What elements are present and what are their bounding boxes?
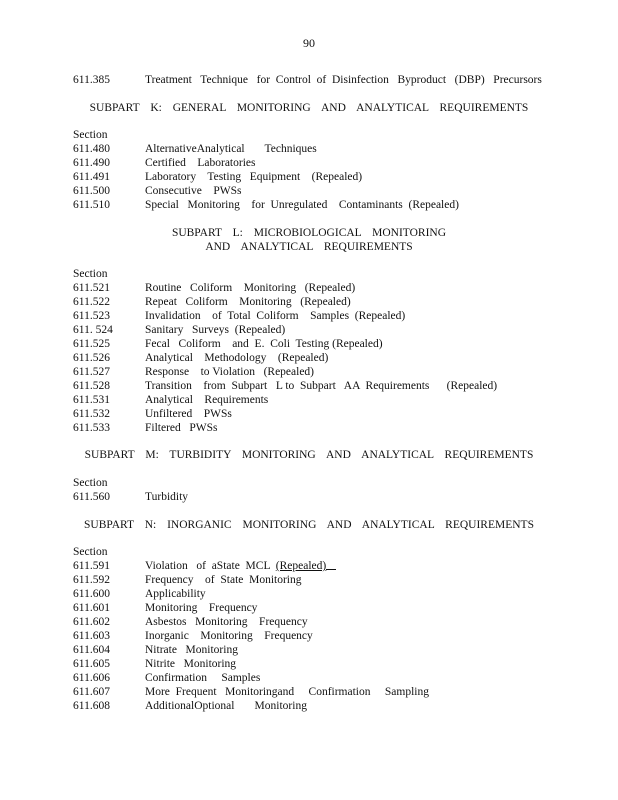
- section-number: 611. 524: [73, 324, 113, 336]
- underline-rule: [326, 559, 336, 570]
- toc-entry: [73, 365, 314, 379]
- section-title: Nitrate Monitoring: [145, 644, 238, 656]
- toc-entry: [73, 671, 260, 685]
- section-title: Certified Laboratories: [145, 157, 256, 169]
- section-title: Turbidity: [145, 491, 189, 503]
- toc-entry: [73, 170, 362, 184]
- subpart-l-heading-line1: SUBPART L: MICROBIOLOGICAL MONITORING: [171, 227, 447, 239]
- section-number: 611.527: [73, 366, 110, 378]
- toc-entry: [73, 601, 257, 615]
- section-label: Section: [73, 129, 108, 141]
- section-title: Invalidation of Total Coliform Samples (Repealed): [145, 310, 406, 322]
- section-number: 611.385: [73, 74, 110, 86]
- toc-entry: [73, 657, 236, 671]
- section-title: Violation of aState MCL (Repealed): [145, 559, 336, 573]
- section-title: Applicability: [145, 588, 206, 600]
- section-number: 611.491: [73, 171, 110, 183]
- toc-entry: [73, 573, 302, 587]
- toc-entry: [73, 629, 313, 643]
- section-number: 611.600: [73, 588, 110, 600]
- section-number: 611.521: [73, 282, 110, 294]
- section-title: Confirmation Samples: [145, 672, 261, 684]
- section-number: 611.608: [73, 700, 110, 712]
- section-label: Section: [73, 477, 108, 489]
- section-title: Response to Violation (Repealed): [145, 366, 315, 378]
- section-number: 611.532: [73, 408, 110, 420]
- toc-entry: [73, 587, 206, 601]
- subpart-n-heading: SUBPART N: INORGANIC MONITORING AND ANALYTICAL REQUIREMENTS: [84, 519, 534, 531]
- section-label: Section: [73, 546, 108, 558]
- section-title: Analytical Methodology (Repealed): [145, 352, 329, 364]
- section-number: 611.604: [73, 644, 110, 656]
- section-title: Analytical Requirements: [145, 394, 269, 406]
- section-title: AlternativeAnalytical Techniques: [145, 143, 317, 155]
- toc-entry: [73, 281, 355, 295]
- toc-entry: [73, 73, 542, 87]
- toc-entry: [73, 351, 328, 365]
- section-number: 611.500: [73, 185, 110, 197]
- section-title: Laboratory Testing Equipment (Repealed): [145, 171, 363, 183]
- section-title: Sanitary Surveys (Repealed): [145, 324, 286, 336]
- toc-entry: [73, 699, 307, 713]
- toc-entry: [73, 559, 336, 573]
- toc-entry: [73, 685, 429, 699]
- section-title: Filtered PWSs: [145, 422, 218, 434]
- section-title: More Frequent Monitoringand Confirmation Sampling: [145, 686, 429, 698]
- toc-entry: [73, 198, 459, 212]
- section-number: 611.522: [73, 296, 110, 308]
- toc-entry: [73, 490, 188, 504]
- section-number: 611.603: [73, 630, 110, 642]
- toc-entry: [73, 407, 232, 421]
- section-title: Frequency of State Monitoring: [145, 574, 302, 586]
- section-title: Special Monitoring for Unregulated Contaminants (Repealed): [145, 199, 459, 211]
- section-number: 611.601: [73, 602, 110, 614]
- section-number: 611.533: [73, 422, 110, 434]
- section-number: 611.490: [73, 157, 110, 169]
- section-number: 611.510: [73, 199, 110, 211]
- toc-entry: [73, 393, 268, 407]
- toc-entry: [73, 421, 218, 435]
- toc-entry: [73, 643, 238, 657]
- toc-entry: [73, 156, 256, 170]
- section-number: 611.531: [73, 394, 110, 406]
- section-title: Consecutive PWSs: [145, 185, 242, 197]
- section-label: Section: [73, 268, 108, 280]
- section-title: AdditionalOptional Monitoring: [145, 700, 307, 712]
- section-title: Fecal Coliform and E. Coli Testing (Repealed): [145, 338, 383, 350]
- section-number: 611.606: [73, 672, 110, 684]
- section-number: 611.526: [73, 352, 110, 364]
- section-number: 611.525: [73, 338, 110, 350]
- section-number: 611.523: [73, 310, 110, 322]
- repealed-note: (Repealed): [275, 560, 327, 572]
- toc-entry: [73, 615, 308, 629]
- toc-entry: [73, 309, 405, 323]
- toc-entry: [73, 337, 383, 351]
- section-title: Asbestos Monitoring Frequency: [145, 616, 308, 628]
- section-number: 611.591: [73, 560, 110, 572]
- section-number: 611.607: [73, 686, 110, 698]
- toc-entry: [73, 379, 497, 393]
- section-title: Inorganic Monitoring Frequency: [145, 630, 313, 642]
- section-title: Monitoring Frequency: [145, 602, 258, 614]
- section-title: Unfiltered PWSs: [145, 408, 232, 420]
- page-number: 90: [303, 36, 315, 50]
- section-title: Transition from Subpart L to Subpart AA Requirements (Repealed): [145, 380, 498, 392]
- section-number: 611.528: [73, 380, 110, 392]
- toc-entry: [73, 184, 241, 198]
- subpart-m-heading: SUBPART M: TURBIDITY MONITORING AND ANALYTICAL REQUIREMENTS: [84, 449, 534, 461]
- section-number: 611.605: [73, 658, 110, 670]
- section-title: Routine Coliform Monitoring (Repealed): [145, 282, 356, 294]
- section-number: 611.592: [73, 574, 110, 586]
- toc-entry: [73, 142, 317, 156]
- section-number: 611.480: [73, 143, 110, 155]
- toc-entry: [73, 295, 351, 309]
- section-title: Nitrite Monitoring: [145, 658, 237, 670]
- toc-entry: [73, 323, 285, 337]
- subpart-k-heading: SUBPART K: GENERAL MONITORING AND ANALYTICAL REQUIREMENTS: [89, 102, 529, 114]
- section-title: Treatment Technique for Control of Disinfection Byproduct (DBP) Precursors: [145, 74, 542, 86]
- subpart-l-heading-line2: AND ANALYTICAL REQUIREMENTS: [205, 241, 413, 253]
- section-number: 611.560: [73, 491, 110, 503]
- section-title: Repeat Coliform Monitoring (Repealed): [145, 296, 351, 308]
- section-number: 611.602: [73, 616, 110, 628]
